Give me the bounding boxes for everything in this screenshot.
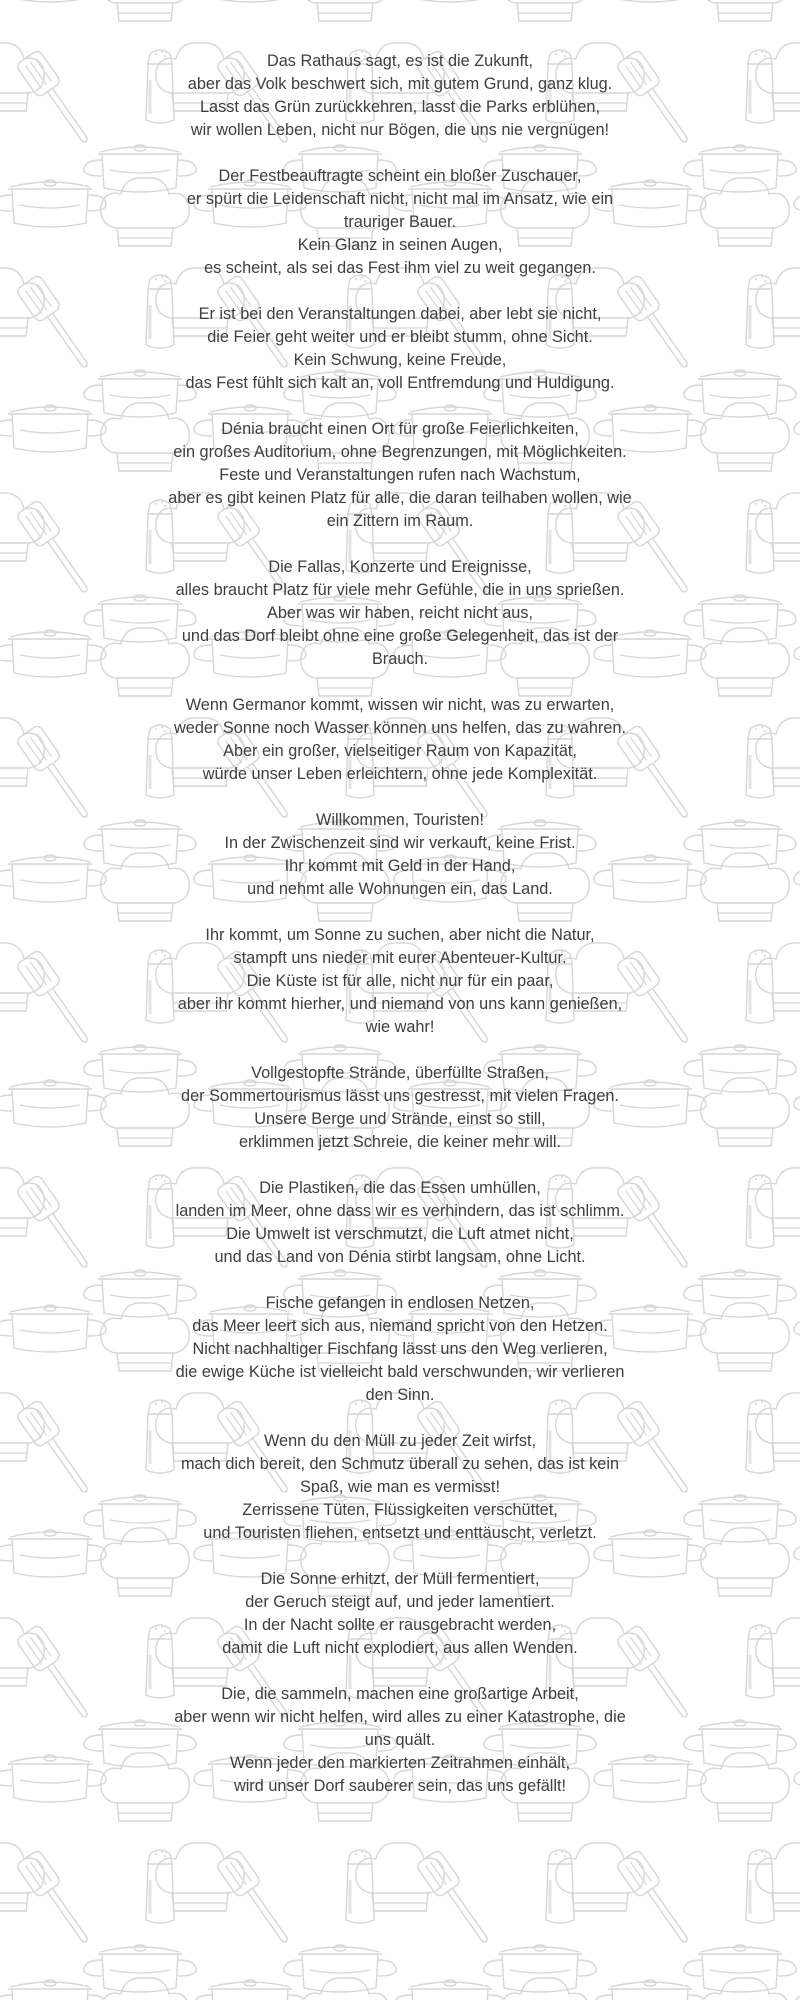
poem-stanza <box>150 1568 650 1660</box>
pot-icon <box>0 630 106 677</box>
poem-line: Willkommen, Touristen! <box>316 811 484 829</box>
poem-line: Fische gefangen in endlosen Netzen, <box>265 1294 535 1312</box>
poem-line: mach dich bereit, den Schmutz überall zu sehen, das ist kein <box>180 1455 620 1473</box>
poem-line: stampft uns nieder mit eurer Abenteuer-Kultur. <box>233 949 567 967</box>
pot-icon <box>684 1270 796 1317</box>
pot-icon <box>0 1305 106 1352</box>
poem-line: würde unser Leben erleichtern, ohne jede Komplexität. <box>202 765 598 783</box>
chef-hat-icon <box>101 0 189 21</box>
poem-line: wird unser Dorf sauberer sein, das uns gefällt! <box>233 1777 567 1795</box>
poem-line: es scheint, als sei das Fest ihm viel zu weit gegangen. <box>204 259 596 277</box>
chef-hat-icon <box>701 0 789 21</box>
chef-hat-icon <box>756 1393 800 1461</box>
pot-icon <box>794 1755 800 1802</box>
chef-hat-icon <box>756 1168 800 1236</box>
spatula-icon <box>16 1174 89 1268</box>
pot-icon <box>794 0 800 2</box>
poem-line: Der Festbeauftragte scheint ein bloßer Zuschauer, <box>218 167 582 185</box>
pot-icon <box>794 180 800 227</box>
poem-line: In der Zwischenzeit sind wir verkauft, keine Frist. <box>224 834 576 852</box>
pot-icon <box>684 1495 796 1542</box>
poem-line: den Sinn. <box>365 1386 435 1404</box>
poem-stanza <box>150 418 650 533</box>
pot-icon <box>684 1720 796 1767</box>
poem-line: und das Land von Dénia stirbt langsam, ohne Licht. <box>214 1248 586 1266</box>
poem-stanza <box>150 50 650 142</box>
spatula-icon <box>16 499 89 593</box>
chef-hat-icon <box>0 268 44 336</box>
poem-line: weder Sonne noch Wasser können uns helfen, das zu wahren. <box>174 719 626 737</box>
poem-line: Die Umwelt ist verschmutzt, die Luft atmet nicht, <box>226 1225 574 1243</box>
pot-icon <box>684 1945 796 1992</box>
chef-hat-icon <box>756 718 800 786</box>
poem-line: Nicht nachhaltiger Fischfang lässt uns den Weg verlieren, <box>192 1340 608 1358</box>
pot-icon <box>484 1945 596 1992</box>
poem-line: landen im Meer, ohne dass wir es verhindern, das ist schlimm. <box>175 1202 625 1220</box>
pot-icon <box>0 1530 106 1577</box>
poem-line: und Touristen fliehen, entsetzt und enttäuscht, verletzt. <box>203 1524 597 1542</box>
chef-hat-icon <box>0 1618 44 1686</box>
poem-line: wir wollen Leben, nicht nur Bögen, die uns nie vergnügen! <box>190 121 610 139</box>
chef-hat-icon <box>0 718 44 786</box>
pot-icon <box>684 370 796 417</box>
pot-icon <box>594 1980 706 2000</box>
poem-line: Wenn jeder den markierten Zeitrahmen einhält, <box>230 1754 570 1772</box>
poem-line: ein Zittern im Raum. <box>326 512 474 530</box>
poem-line: aber ihr kommt hierher, und niemand von uns kann genießen, <box>177 995 623 1013</box>
spatula-icon <box>216 1849 289 1943</box>
chef-hat-icon <box>301 0 389 21</box>
pot-icon <box>0 405 106 452</box>
pot-icon <box>0 180 106 227</box>
poem-line: das Fest fühlt sich kalt an, voll Entfremdung und Huldigung. <box>185 374 615 392</box>
poem-line: Die Fallas, Konzerte und Ereignisse, <box>268 558 532 576</box>
spatula-icon <box>16 49 89 143</box>
pot-icon <box>0 0 106 2</box>
poem-line: Kein Glanz in seinen Augen, <box>297 236 503 254</box>
chef-hat-icon <box>0 943 44 1011</box>
poem-line: Zerrissene Tüten, Flüssigkeiten verschüttet, <box>242 1501 558 1519</box>
poem-line: der Sommertourismus lässt uns gestresst, mit vielen Fragen. <box>181 1087 619 1105</box>
pot-icon <box>0 1080 106 1127</box>
pot-icon <box>194 1980 306 2000</box>
pot-icon <box>194 0 306 2</box>
pot-icon <box>594 0 706 2</box>
pot-icon <box>684 1045 796 1092</box>
pot-icon <box>684 145 796 192</box>
poem-line: das Meer leert sich aus, niemand spricht von den Hetzen. <box>192 1317 608 1335</box>
poem-line: aber wenn wir nicht helfen, wird alles zu einer Katastrophe, die <box>174 1708 626 1726</box>
poem-line: der Geruch steigt auf, und jeder lamentiert. <box>245 1593 555 1611</box>
poem-stanza <box>150 165 650 280</box>
poem-line: Das Rathaus sagt, es ist die Zukunft, <box>266 52 534 70</box>
poem-stanza <box>150 1062 650 1154</box>
pot-icon <box>794 1080 800 1127</box>
poem-line: Kein Schwung, keine Freude, <box>293 351 507 369</box>
poem-line: Wenn du den Müll zu jeder Zeit wirfst, <box>263 1432 537 1450</box>
poem-stanza <box>150 1292 650 1407</box>
chef-hat-icon <box>756 493 800 561</box>
poem-line: ein großes Auditorium, ohne Begrenzungen, mit Möglichkeiten. <box>173 443 627 461</box>
poem-line: er spürt die Leidenschaft nicht, nicht mal im Ansatz, wie ein <box>186 190 614 208</box>
poem-line: uns quält. <box>364 1731 436 1749</box>
spatula-icon <box>616 1849 689 1943</box>
poem-line: und das Dorf bleibt ohne eine große Gelegenheit, das ist der <box>181 627 619 645</box>
poem-line: Die Sonne erhitzt, der Müll fermentiert, <box>260 1570 540 1588</box>
poem-line: In der Nacht sollte er rausgebracht werden, <box>243 1616 557 1634</box>
pot-icon <box>794 1530 800 1577</box>
poem-line: Er ist bei den Veranstaltungen dabei, aber lebt sie nicht, <box>198 305 602 323</box>
poem-line: erklimmen jetzt Schreie, die keiner mehr will. <box>238 1133 562 1151</box>
pot-icon <box>0 1980 106 2000</box>
poem-stanza <box>150 1177 650 1269</box>
poem-line: aber das Volk beschwert sich, mit gutem Grund, ganz klug. <box>187 75 613 93</box>
poem-stanza <box>150 694 650 786</box>
spatula-icon <box>16 274 89 368</box>
spatula-icon <box>16 1624 89 1718</box>
pot-icon <box>684 820 796 867</box>
poem-line: Die Plastiken, die das Essen umhüllen, <box>259 1179 541 1197</box>
poem-stanza <box>150 809 650 901</box>
spatula-icon <box>16 1399 89 1493</box>
pot-icon <box>684 595 796 642</box>
chef-hat-icon <box>0 1168 44 1236</box>
pot-icon <box>794 1980 800 2000</box>
poem-stanza <box>150 924 650 1039</box>
poem-line: die Feier geht weiter und er bleibt stumm, ohne Sicht. <box>207 328 593 346</box>
chef-hat-icon <box>756 268 800 336</box>
pot-icon <box>0 855 106 902</box>
chef-hat-icon <box>756 43 800 111</box>
pot-icon <box>394 1980 506 2000</box>
chef-hat-icon <box>0 1843 44 1911</box>
spatula-icon <box>16 724 89 818</box>
poem-stanza <box>150 556 650 671</box>
poem-line: die ewige Küche ist vielleicht bald verschwunden, wir verlieren <box>175 1363 625 1381</box>
pot-icon <box>394 0 506 2</box>
poem-stanza <box>150 303 650 395</box>
chef-hat-icon <box>0 493 44 561</box>
poem-line: trauriger Bauer. <box>343 213 457 231</box>
poem-stanza <box>150 1683 650 1798</box>
poem-line: Unsere Berge und Strände, einst so still, <box>254 1110 546 1128</box>
chef-hat-icon <box>0 1393 44 1461</box>
pot-icon <box>84 1945 196 1992</box>
spatula-icon <box>416 1849 489 1943</box>
poem-line: Aber was wir haben, reicht nicht aus, <box>266 604 534 622</box>
poem-line: wie wahr! <box>365 1018 435 1036</box>
poem-line: damit die Luft nicht explodiert, aus allen Wenden. <box>222 1639 578 1657</box>
poem-line: aber es gibt keinen Platz für alle, die daran teilhaben wollen, wie <box>168 489 632 507</box>
poem-line: Lasst das Grün zurückkehren, lasst die Parks erblühen, <box>200 98 600 116</box>
pot-icon <box>284 1945 396 1992</box>
poem-line: Feste und Veranstaltungen rufen nach Wachstum, <box>219 466 581 484</box>
poem-line: Ihr kommt, um Sonne zu suchen, aber nicht die Natur, <box>205 926 595 944</box>
poem-line: Ihr kommt mit Geld in der Hand, <box>284 857 516 875</box>
pot-icon <box>794 1305 800 1352</box>
poem-line: Spaß, wie man es vermisst! <box>300 1478 500 1496</box>
pot-icon <box>794 855 800 902</box>
pot-icon <box>794 630 800 677</box>
chef-hat-icon <box>501 0 589 21</box>
pot-icon <box>0 1755 106 1802</box>
poem-line: Die Küste ist für alle, nicht nur für ein paar, <box>246 972 554 990</box>
poem-text <box>150 50 650 1821</box>
poem-line: Vollgestopfte Strände, überfüllte Straßen, <box>251 1064 549 1082</box>
poem-line: Brauch. <box>371 650 429 668</box>
poem-line: Wenn Germanor kommt, wissen wir nicht, was zu erwarten, <box>185 696 615 714</box>
pot-icon <box>794 405 800 452</box>
chef-hat-icon <box>0 43 44 111</box>
poem-stanza <box>150 1430 650 1545</box>
chef-hat-icon <box>756 1843 800 1911</box>
poem-line: alles braucht Platz für viele mehr Gefühle, die in uns sprießen. <box>175 581 625 599</box>
spatula-icon <box>16 949 89 1043</box>
poem-line: Aber ein großer, vielseitiger Raum von Kapazität, <box>223 742 577 760</box>
poem-line: Die, die sammeln, machen eine großartige Arbeit, <box>221 1685 579 1703</box>
chef-hat-icon <box>756 1618 800 1686</box>
poem-line: Dénia braucht einen Ort für große Feierlichkeiten, <box>221 420 579 438</box>
spatula-icon <box>16 1849 89 1943</box>
poem-line: und nehmt alle Wohnungen ein, das Land. <box>247 880 553 898</box>
chef-hat-icon <box>756 943 800 1011</box>
